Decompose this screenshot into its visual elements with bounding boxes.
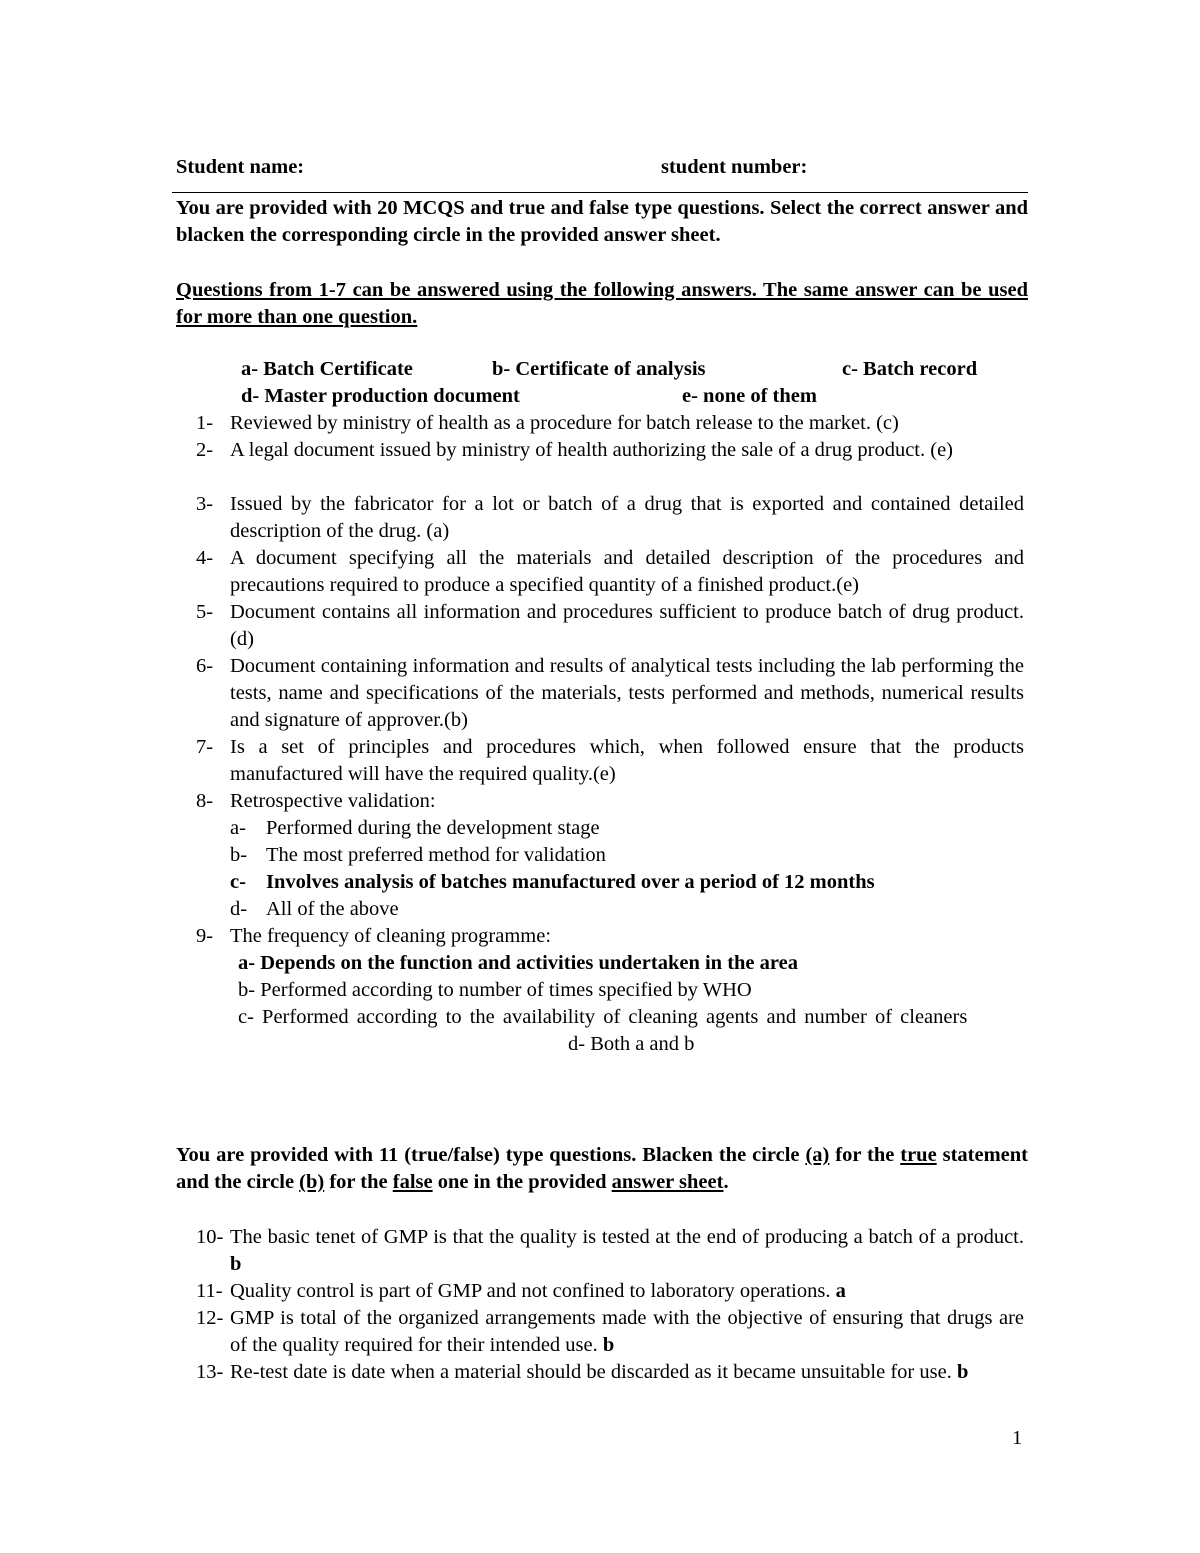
question-number: 1- bbox=[196, 412, 214, 434]
choice-e: e- none of them bbox=[682, 385, 817, 407]
option-letter: d- bbox=[230, 898, 248, 920]
option-text: Involves analysis of batches manufactured over a period of 12 months bbox=[266, 871, 875, 893]
choice-c: c- Batch record bbox=[842, 358, 978, 380]
question-text: Is a set of principles and procedures which, when followed ensure that the products manufactured will have the required quality.(e) bbox=[230, 736, 1024, 785]
question-text: Document contains all information and procedures sufficient to produce batch of drug product. (d) bbox=[230, 601, 1024, 650]
question-text: Issued by the fabricator for a lot or batch of a drug that is exported and contained detailed description of the drug. (a) bbox=[230, 493, 1024, 542]
q8-option-c bbox=[230, 869, 1028, 896]
option-text: The most preferred method for validation bbox=[266, 844, 606, 866]
question-number: 3- bbox=[196, 493, 214, 515]
q9-option-c: c- Performed according to the availability of cleaning agents and number of cleaners bbox=[238, 1006, 968, 1028]
question-number: 13- bbox=[196, 1361, 224, 1383]
header-divider bbox=[172, 192, 1028, 193]
q8-option-d bbox=[230, 896, 1028, 923]
choice-d: d- Master production document bbox=[241, 385, 520, 407]
student-number-label: student number: bbox=[661, 156, 808, 178]
option-text: All of the above bbox=[266, 898, 399, 920]
question-number: 8- bbox=[196, 790, 214, 812]
question-text: Reviewed by ministry of health as a procedure for batch release to the market. (c) bbox=[230, 412, 899, 434]
q9-option-b: b- Performed according to number of times specified by WHO bbox=[238, 979, 752, 1001]
question-number: 6- bbox=[196, 655, 214, 677]
question-text: Retrospective validation: bbox=[230, 790, 436, 812]
section1-instruction: Questions from 1-7 can be answered using the following answers. The same answer can be used for more than one question. bbox=[176, 279, 1028, 328]
q8-option-a bbox=[230, 815, 1028, 842]
option-letter: c- bbox=[230, 871, 246, 893]
page-number: 1 bbox=[1012, 1427, 1023, 1449]
section2-instruction: You are provided with 11 (true/false) type questions. Blacken the circle (a) for the true statement and the circle (b) for the false one in the provided answer sheet. bbox=[176, 1144, 1028, 1193]
answer-key: a bbox=[835, 1280, 846, 1302]
question-number: 7- bbox=[196, 736, 214, 758]
question-number: 4- bbox=[196, 547, 214, 569]
question-number: 11- bbox=[196, 1280, 223, 1302]
q8-option-b bbox=[230, 842, 1028, 869]
option-letter: b- bbox=[230, 844, 248, 866]
choice-b: b- Certificate of analysis bbox=[492, 358, 706, 380]
answer-key: b bbox=[956, 1361, 969, 1383]
choice-a: a- Batch Certificate bbox=[241, 358, 413, 380]
question-number: 2- bbox=[196, 439, 214, 461]
answer-key: b bbox=[230, 1253, 242, 1275]
option-text: Performed during the development stage bbox=[266, 817, 600, 839]
answer-key: b bbox=[602, 1334, 615, 1356]
q9-option-a: a- Depends on the function and activities undertaken in the area bbox=[238, 952, 798, 974]
question-number: 10- bbox=[196, 1226, 224, 1248]
question-number: 5- bbox=[196, 601, 214, 623]
question-text: The basic tenet of GMP is that the quality is tested at the end of producing a batch of a product. b bbox=[230, 1226, 1024, 1275]
question-text: Quality control is part of GMP and not confined to laboratory operations. a bbox=[230, 1280, 846, 1302]
question-text: A document specifying all the materials and detailed description of the procedures and precautions required to produce a specified quantity of a finished product.(e) bbox=[230, 547, 1024, 596]
question-text: Re-test date is date when a material should be discarded as it became unsuitable for use. b bbox=[230, 1361, 969, 1383]
intro-instructions: You are provided with 20 MCQS and true and false type questions. Select the correct answer and blacken the corresponding circle in the provided answer sheet. bbox=[176, 197, 1028, 246]
question-text: Document containing information and results of analytical tests including the lab performing the tests, name and specifications of the materials, tests performed and methods, numerical results and signature of approver.(b) bbox=[230, 655, 1024, 731]
question-number: 12- bbox=[196, 1307, 224, 1329]
question-text: A legal document issued by ministry of health authorizing the sale of a drug product. (e) bbox=[230, 439, 954, 461]
student-name-label: Student name: bbox=[176, 156, 305, 178]
question-text: The frequency of cleaning programme: bbox=[230, 925, 552, 947]
question-number: 9- bbox=[196, 925, 214, 947]
option-letter: a- bbox=[230, 817, 246, 839]
question-text: GMP is total of the organized arrangements made with the objective of ensuring that drugs are of the quality required for their intended use. b bbox=[230, 1307, 1024, 1356]
q9-option-d: d- Both a and b bbox=[568, 1033, 695, 1055]
